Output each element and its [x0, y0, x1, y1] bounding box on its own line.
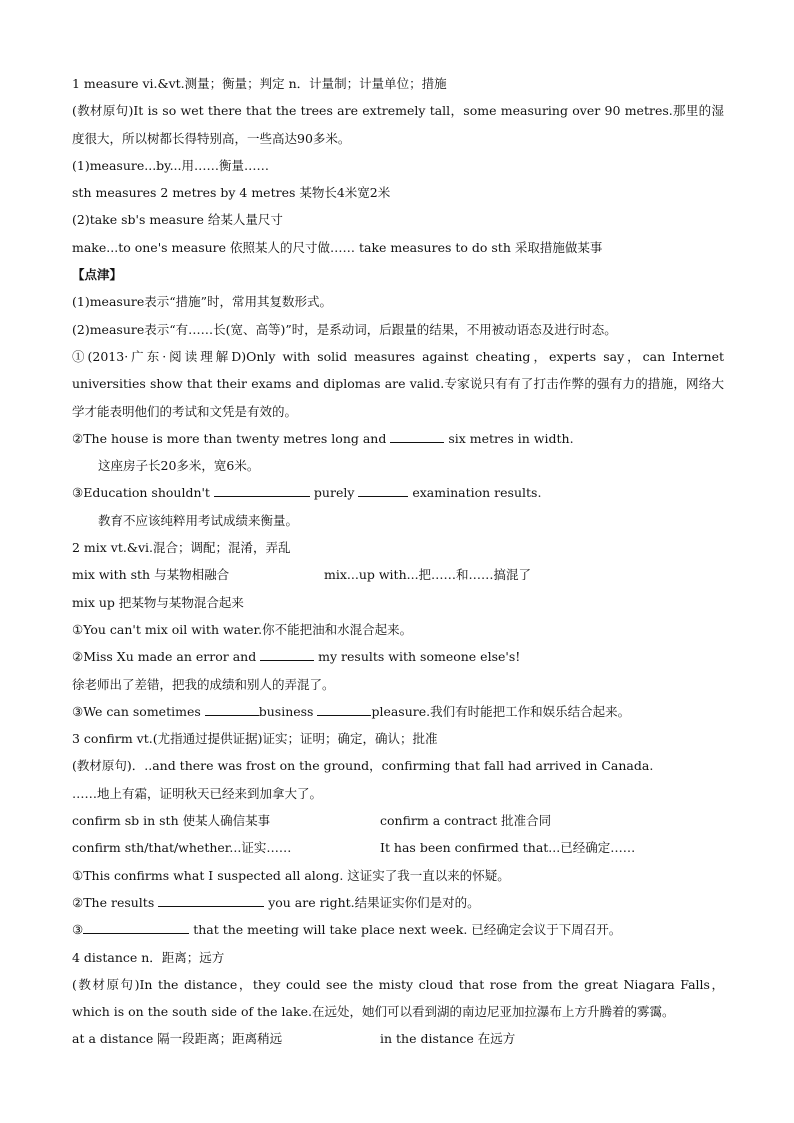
- answer-blank[interactable]: [83, 919, 189, 934]
- exercise-item: ②The results you are right.结果证实你们是对的。: [72, 889, 724, 916]
- exercise-item: ③We can sometimes business pleasure.我们有时能把工作和娱乐结合起来。: [72, 698, 724, 725]
- answer-blank[interactable]: [158, 892, 264, 907]
- translation: 徐老师出了差错，把我的成绩和别人的弄混了。: [72, 676, 335, 692]
- phrase-item: (2)take sb's measure 给某人量尺寸: [72, 212, 283, 228]
- translation: 教育不应该纯粹用考试成绩来衡量。: [98, 512, 299, 528]
- phrase-row: mix with sth 与某物相融合 mix...up with...把……和……搞混了: [72, 567, 532, 583]
- answer-blank[interactable]: [260, 646, 314, 661]
- exercise-item: ②Miss Xu made an error and my results with someone else's!: [72, 643, 724, 670]
- entry-confirm-heading: 3 confirm vt.(尤指通过提供证据)证实；证明；确定，确认；批准: [72, 731, 438, 747]
- answer-blank[interactable]: [205, 701, 259, 716]
- example-sentence: ①You can't mix oil with water.你不能把油和水混合起来。: [72, 621, 413, 637]
- textbook-sentence: (教材原句)In the distance，they could see the misty cloud that rose from the great Niagara Falls，which is on the south side of the lake.在远处，她们可以看到湖的南边尼亚加拉瀑布上方升腾着的雾霭。: [72, 976, 724, 1020]
- example-sentence: ①(2013·广东·阅读理解D)Only with solid measures against cheating，experts say，can Internet universities show that their exams and diplomas are valid.专家说只有有了打击作弊的强有力的措施，网络大学才能表明他们的考试和文凭是有效的。: [72, 348, 724, 419]
- answer-blank[interactable]: [317, 701, 371, 716]
- answer-blank[interactable]: [214, 482, 310, 497]
- exercise-item: ③Education shouldn't purely examination results.: [72, 479, 724, 506]
- entry-measure-heading: 1 measure vi.&vt.测量；衡量；判定 n．计量制；计量单位；措施: [72, 76, 447, 91]
- exercise-item: ②The house is more than twenty metres long and six metres in width.: [72, 425, 724, 452]
- phrase-item: sth measures 2 metres by 4 metres 某物长4米宽2米: [72, 185, 391, 201]
- phrase-row: at a distance 隔一段距离；距离稍远 in the distance 在远方: [72, 1031, 516, 1047]
- textbook-sentence: (教材原句)．..and there was frost on the ground，confirming that fall had arrived in Canada.: [72, 758, 654, 774]
- phrase-item: mix up 把某物与某物混合起来: [72, 594, 244, 610]
- document-page: [72, 70, 724, 1053]
- entry-distance-heading: 4 distance n．距离；远方: [72, 949, 225, 965]
- translation: 这座房子长20多米，宽6米。: [98, 458, 260, 474]
- phrase-item: (1)measure...by...用……衡量……: [72, 157, 269, 173]
- textbook-sentence: (教材原句)It is so wet there that the trees are extremely tall，some measuring over 90 metres.那里的湿度很大，所以树都长得特别高，一些高达90多米。: [72, 103, 724, 146]
- phrase-row: confirm sth/that/whether...证实…… It has been confirmed that...已经确定……: [72, 840, 636, 856]
- phrase-item: make...to one's measure 依照某人的尺寸做…… take measures to do sth 采取措施做某事: [72, 239, 603, 255]
- phrase-row: confirm sb in sth 使某人确信某事 confirm a contract 批准合同: [72, 813, 552, 829]
- tip-item: (2)measure表示“有……长(宽、高等)”时，是系动词，后跟量的结果，不用被动语态及进行时态。: [72, 321, 617, 337]
- translation: ……地上有霜，证明秋天已经来到加拿大了。: [72, 785, 323, 801]
- tip-item: (1)measure表示“措施”时，常用其复数形式。: [72, 294, 333, 310]
- entry-mix-heading: 2 mix vt.&vi.混合；调配；混淆，弄乱: [72, 540, 291, 556]
- example-sentence: ①This confirms what I suspected all along. 这证实了我一直以来的怀疑。: [72, 867, 510, 883]
- answer-blank[interactable]: [358, 482, 408, 497]
- answer-blank[interactable]: [390, 428, 444, 443]
- exercise-item: ③ that the meeting will take place next week. 已经确定会议于下周召开。: [72, 916, 724, 943]
- section-heading-tips: 【点津】: [72, 267, 123, 283]
